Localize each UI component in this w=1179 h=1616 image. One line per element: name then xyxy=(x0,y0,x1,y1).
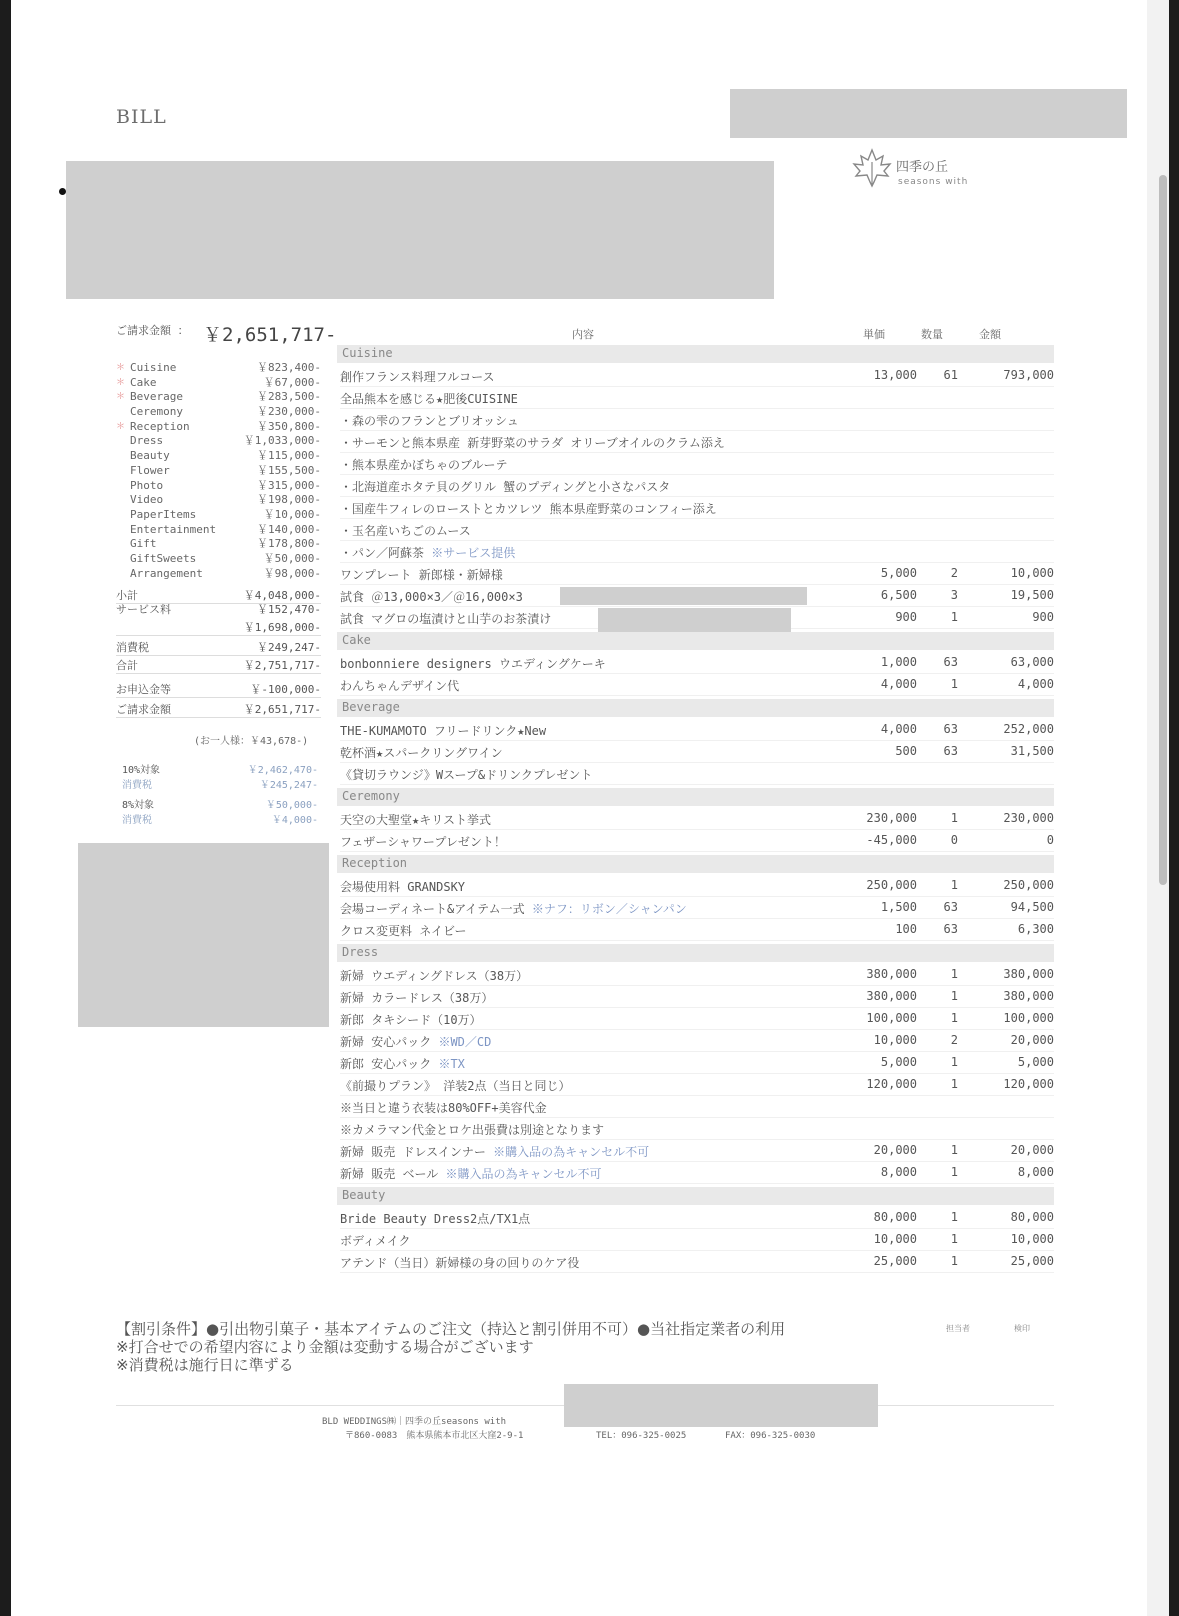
table-row xyxy=(340,987,1054,1008)
section-header xyxy=(337,944,1054,962)
extra-row: ￥1,698,000- xyxy=(116,619,321,636)
category-amount: ￥10,000- xyxy=(263,507,321,521)
item-text: 会場使用料 GRANDSKY xyxy=(340,880,466,894)
item-text: ・サーモンと熊本県産 新芽野菜のサラダ オリーブオイルのクラム添え xyxy=(340,436,725,450)
category-row xyxy=(116,361,321,376)
subtotal-row: 小計 ￥4,048,000- xyxy=(116,589,321,602)
item-unit-price: 20,000 xyxy=(873,1143,917,1157)
bullet-dot xyxy=(59,188,66,195)
table-row xyxy=(340,520,1054,541)
item-description xyxy=(340,1165,601,1182)
per-person-amount: (お一人様：￥43,678-) xyxy=(194,736,309,747)
item-description xyxy=(340,434,725,451)
category-row xyxy=(116,434,321,449)
category-name: Flower xyxy=(130,463,170,477)
category-name: Dress xyxy=(130,434,164,448)
stamp-staff-label: 担当者 xyxy=(946,1324,970,1333)
section-label: Dress xyxy=(342,945,379,959)
company-fax: FAX：096-325-0030 xyxy=(725,1431,816,1441)
window-edge-left xyxy=(0,0,11,1616)
category-mark: ＊ xyxy=(116,377,126,388)
table-row xyxy=(340,876,1054,897)
redacted-area xyxy=(564,1384,878,1427)
category-name: Beauty xyxy=(130,449,170,463)
item-amount: 5,000 xyxy=(1017,1055,1054,1069)
category-amount: ￥350,800- xyxy=(257,419,321,433)
item-unit-price: 120,000 xyxy=(866,1077,917,1091)
table-row xyxy=(340,498,1054,519)
section-label: Cuisine xyxy=(342,346,393,360)
category-row xyxy=(116,493,321,508)
item-note: ※サービス提供 xyxy=(431,546,516,560)
item-quantity: 1 xyxy=(950,1143,958,1157)
section-label: Cake xyxy=(342,633,371,647)
table-row xyxy=(340,831,1054,852)
item-text: 新郎 タキシード（10万） xyxy=(340,1013,482,1027)
category-amount: ￥198,000- xyxy=(257,493,321,507)
category-amount: ￥67,000- xyxy=(263,375,321,389)
item-text: 新婦 販売 ドレスインナー xyxy=(340,1145,494,1159)
item-description xyxy=(340,412,519,429)
item-text: ・国産牛フィレのローストとカツレツ 熊本県産野菜のコンフィー添え xyxy=(340,502,717,516)
item-text: ・パン／阿蘇茶 xyxy=(340,546,432,560)
section-label: Beauty xyxy=(342,1188,386,1202)
item-quantity: 1 xyxy=(950,1232,958,1246)
item-quantity: 2 xyxy=(950,566,958,580)
section-label: Beverage xyxy=(342,700,400,714)
item-text: 乾杯酒★スパークリングワイン xyxy=(340,746,503,760)
item-text: クロス変更料 ネイビー xyxy=(340,924,467,938)
item-quantity: 1 xyxy=(950,1077,958,1091)
item-quantity: 1 xyxy=(950,1011,958,1025)
billed-row: ご請求金額 ￥2,651,717- xyxy=(116,703,321,716)
table-row xyxy=(340,1031,1054,1052)
category-name: Gift xyxy=(130,537,157,551)
item-text: アテンド（当日）新婦様の身の回りのケア役 xyxy=(340,1256,580,1270)
item-description xyxy=(340,878,465,895)
category-row xyxy=(116,567,321,582)
item-amount: 230,000 xyxy=(1003,811,1054,825)
item-text: 新婦 ウエディングドレス（38万） xyxy=(340,969,529,983)
logo-text-jp: 四季の丘 xyxy=(896,160,949,175)
item-unit-price: 10,000 xyxy=(873,1232,917,1246)
section-header xyxy=(337,1187,1054,1205)
total-label: ご請求金額 ： xyxy=(116,324,189,337)
category-amount: ￥115,000- xyxy=(257,449,321,463)
item-unit-price: 13,000 xyxy=(873,368,917,382)
category-row xyxy=(116,508,321,523)
section-header xyxy=(337,345,1054,363)
item-note: ※購入品の為キャンセル不可 xyxy=(445,1167,602,1181)
item-unit-price: 900 xyxy=(895,610,917,624)
item-quantity: 1 xyxy=(950,989,958,1003)
item-text: ボディメイク xyxy=(340,1234,411,1248)
item-amount: 250,000 xyxy=(1003,878,1054,892)
item-text: 新婦 カラードレス（38万） xyxy=(340,991,494,1005)
category-amount: ￥155,500- xyxy=(257,463,321,477)
table-row xyxy=(340,1009,1054,1030)
item-text: 《貸切ラウンジ》Wスープ&ドリンクプレゼント xyxy=(340,768,593,782)
tax8-sub-row: 消費税 ￥4,000- xyxy=(122,815,318,826)
section-label: Ceremony xyxy=(342,789,400,803)
item-description xyxy=(340,967,528,984)
item-description xyxy=(340,1254,579,1271)
item-amount: 793,000 xyxy=(1003,368,1054,382)
tax8-row: 8%対象 ￥50,000- xyxy=(122,800,318,811)
item-quantity: 1 xyxy=(950,1055,958,1069)
table-row xyxy=(340,1141,1054,1162)
item-quantity: 63 xyxy=(943,655,958,669)
item-text: フェザーシャワープレゼント！ xyxy=(340,835,506,849)
company-address: 〒860-0083 熊本県熊本市北区大窪2-9-1 xyxy=(345,1431,524,1441)
item-note: ※TX xyxy=(438,1057,465,1071)
table-row xyxy=(340,388,1054,409)
category-name: PaperItems xyxy=(130,507,197,521)
item-description xyxy=(340,989,493,1006)
item-quantity: 63 xyxy=(943,744,958,758)
section-label: Reception xyxy=(342,856,408,870)
item-text: 全品熊本を感じる★肥後CUISINE xyxy=(340,392,518,406)
category-name: GiftSweets xyxy=(130,551,197,565)
item-description xyxy=(340,766,592,783)
redacted-area xyxy=(598,608,791,632)
category-row xyxy=(116,552,321,567)
item-amount: 10,000 xyxy=(1010,566,1054,580)
table-row xyxy=(340,1208,1054,1229)
item-amount: 380,000 xyxy=(1003,989,1054,1003)
item-amount: 380,000 xyxy=(1003,967,1054,981)
table-row xyxy=(340,898,1054,919)
discount-conditions: 【割引条件】●引出物引菓子・基本アイテムのご注文（持込と割引併用不可）●当社指定業者の利用 xyxy=(116,1320,786,1338)
service-row: サービス料 ￥152,470- xyxy=(116,603,321,616)
item-amount: 63,000 xyxy=(1010,655,1054,669)
company-name: BLD WEDDINGS㈱｜四季の丘seasons with xyxy=(322,1417,507,1427)
item-description xyxy=(340,610,551,627)
category-name: Reception xyxy=(130,419,190,433)
section-header xyxy=(337,855,1054,873)
item-text: bonbonniere designers ウエディングケーキ xyxy=(340,657,606,671)
category-row xyxy=(116,537,321,552)
item-description xyxy=(340,566,503,583)
item-text: わんちゃんデザイン代 xyxy=(340,679,460,693)
table-row xyxy=(340,1097,1054,1118)
item-quantity: 1 xyxy=(950,677,958,691)
category-row xyxy=(116,390,321,405)
item-unit-price: 4,000 xyxy=(880,677,917,691)
table-row xyxy=(340,454,1054,475)
item-description xyxy=(340,744,503,761)
table-row xyxy=(340,720,1054,741)
category-amount: ￥230,000- xyxy=(257,405,321,419)
item-text: ・玉名産いちごのムース xyxy=(340,524,471,538)
item-description xyxy=(340,544,515,561)
category-name: Cuisine xyxy=(130,361,177,374)
item-unit-price: 8,000 xyxy=(880,1165,917,1179)
item-amount: 100,000 xyxy=(1003,1011,1054,1025)
item-text: 会場コーディネート&アイテム一式 xyxy=(340,902,532,916)
item-unit-price: 10,000 xyxy=(873,1033,917,1047)
item-description xyxy=(340,677,459,694)
table-row xyxy=(340,1075,1054,1096)
category-amount: ￥283,500- xyxy=(257,390,321,404)
tax10-row: 10%対象 ￥2,462,470- xyxy=(122,765,318,776)
table-row xyxy=(340,476,1054,497)
item-unit-price: 380,000 xyxy=(866,967,917,981)
item-description xyxy=(340,922,467,939)
item-amount: 31,500 xyxy=(1010,744,1054,758)
item-text: ・森の雫のフランとブリオッシュ xyxy=(340,414,519,428)
item-description xyxy=(340,390,518,407)
item-amount: 6,300 xyxy=(1017,922,1054,936)
item-unit-price: 4,000 xyxy=(880,722,917,736)
item-description xyxy=(340,522,471,539)
item-text: 新婦 安心パック xyxy=(340,1035,439,1049)
item-description xyxy=(340,588,523,605)
header-amount: 金額 xyxy=(979,328,1001,341)
item-description xyxy=(340,1232,411,1249)
item-text: Bride Beauty Dress2点/TX1点 xyxy=(340,1212,531,1226)
item-amount: 8,000 xyxy=(1017,1165,1054,1179)
category-name: Photo xyxy=(130,478,164,492)
category-name: Beverage xyxy=(130,390,183,404)
tax-row: 消費税 ￥249,247- xyxy=(116,641,321,654)
table-row xyxy=(340,542,1054,563)
item-unit-price: 80,000 xyxy=(873,1210,917,1224)
item-description xyxy=(340,1033,491,1050)
item-quantity: 2 xyxy=(950,1033,958,1047)
header-description: 内容 xyxy=(572,328,594,341)
item-description xyxy=(340,1143,649,1160)
category-row xyxy=(116,523,321,538)
category-amount: ￥140,000- xyxy=(257,522,321,536)
item-unit-price: 100 xyxy=(895,922,917,936)
table-row xyxy=(340,1252,1054,1273)
table-row xyxy=(340,675,1054,696)
category-amount: ￥1,033,000- xyxy=(243,434,321,448)
item-description xyxy=(340,833,506,850)
item-unit-price: 1,000 xyxy=(880,655,917,669)
category-amount: ￥823,400- xyxy=(257,361,321,374)
item-description xyxy=(340,456,508,473)
item-description xyxy=(340,722,546,739)
company-tel: TEL：096-325-0025 xyxy=(596,1431,687,1441)
item-description xyxy=(340,1011,482,1028)
category-mark: ＊ xyxy=(116,421,126,432)
category-mark: ＊ xyxy=(116,363,126,373)
category-row xyxy=(116,420,321,435)
item-text: ワンプレート 新郎様・新婦様 xyxy=(340,568,503,582)
item-text: 新郎 安心パック xyxy=(340,1057,439,1071)
item-text: 創作フランス料理フルコース xyxy=(340,370,495,384)
table-row xyxy=(340,1053,1054,1074)
document-title: BILL xyxy=(116,106,167,128)
category-row xyxy=(116,464,321,479)
redacted-area xyxy=(560,587,807,605)
item-description xyxy=(340,811,491,828)
header-quantity: 数量 xyxy=(921,328,943,341)
item-quantity: 1 xyxy=(950,1165,958,1179)
header-unit-price: 単価 xyxy=(863,328,885,341)
item-unit-price: 1,500 xyxy=(880,900,917,914)
item-description xyxy=(340,1121,604,1138)
item-unit-price: 25,000 xyxy=(873,1254,917,1268)
item-amount: 80,000 xyxy=(1010,1210,1054,1224)
item-note: ※WD／CD xyxy=(438,1035,492,1049)
item-description xyxy=(340,1099,547,1116)
item-description xyxy=(340,478,670,495)
item-quantity: 1 xyxy=(950,610,958,624)
tax10-sub-row: 消費税 ￥245,247- xyxy=(122,780,318,791)
table-row xyxy=(340,653,1054,674)
category-name: Video xyxy=(130,493,164,507)
item-text: 天空の大聖堂★キリスト挙式 xyxy=(340,813,491,827)
redacted-area xyxy=(66,161,774,299)
item-text: ・熊本県産かぼちゃのブルーテ xyxy=(340,458,508,472)
table-row xyxy=(340,764,1054,785)
item-unit-price: 500 xyxy=(895,744,917,758)
item-quantity: 1 xyxy=(950,878,958,892)
item-quantity: 61 xyxy=(943,368,958,382)
item-text: 《前撮りプラン》 洋装2点（当日と同じ） xyxy=(340,1079,571,1093)
table-row xyxy=(340,1119,1054,1140)
category-row xyxy=(116,405,321,420)
redacted-area xyxy=(730,89,1127,138)
item-unit-price: 100,000 xyxy=(866,1011,917,1025)
item-quantity: 63 xyxy=(943,722,958,736)
item-description xyxy=(340,655,606,672)
item-description xyxy=(340,500,717,517)
table-row xyxy=(340,564,1054,585)
company-logo xyxy=(850,148,1000,193)
table-row xyxy=(340,742,1054,763)
category-amount: ￥98,000- xyxy=(263,566,321,580)
section-header xyxy=(337,632,1054,650)
item-quantity: 1 xyxy=(950,1210,958,1224)
item-amount: 10,000 xyxy=(1010,1232,1054,1246)
table-row xyxy=(340,965,1054,986)
item-quantity: 63 xyxy=(943,922,958,936)
item-quantity: 3 xyxy=(950,588,958,602)
item-quantity: 63 xyxy=(943,900,958,914)
item-amount: 94,500 xyxy=(1010,900,1054,914)
item-quantity: 1 xyxy=(950,811,958,825)
table-row xyxy=(340,1230,1054,1251)
deposit-row: お申込金等 ￥-100,000- xyxy=(116,683,321,696)
item-amount: 120,000 xyxy=(1003,1077,1054,1091)
item-description xyxy=(340,368,495,385)
item-amount: 4,000 xyxy=(1017,677,1054,691)
item-text: 新婦 販売 ベール xyxy=(340,1167,446,1181)
total-amount: ￥2,651,717- xyxy=(203,324,337,346)
item-text: 試食 マグロの塩漬けと山芋のお茶漬け xyxy=(340,612,552,626)
item-amount: 20,000 xyxy=(1010,1143,1054,1157)
grand-total-row: 合計 ￥2,751,717- xyxy=(116,659,321,672)
item-note: ※ナフ：リボン／シャンパン xyxy=(531,902,687,916)
redacted-area xyxy=(78,843,329,1027)
item-text: ・北海道産ホタテ貝のグリル 蟹のプディングと小さなパスタ xyxy=(340,480,671,494)
category-row xyxy=(116,376,321,391)
item-quantity: 0 xyxy=(950,833,958,847)
category-name: Entertainment xyxy=(130,522,217,536)
category-amount: ￥315,000- xyxy=(257,478,321,492)
category-amount: ￥178,800- xyxy=(257,537,321,551)
item-unit-price: 5,000 xyxy=(880,566,917,580)
item-unit-price: 250,000 xyxy=(866,878,917,892)
scrollbar-thumb[interactable] xyxy=(1159,175,1167,885)
stamp-approval-label: 検印 xyxy=(1014,1324,1030,1333)
item-unit-price: 380,000 xyxy=(866,989,917,1003)
item-amount: 900 xyxy=(1032,610,1054,624)
category-row xyxy=(116,449,321,464)
item-amount: 25,000 xyxy=(1010,1254,1054,1268)
item-unit-price: 6,500 xyxy=(880,588,917,602)
item-note: ※購入品の為キャンセル不可 xyxy=(493,1145,650,1159)
category-name: Arrangement xyxy=(130,566,203,580)
item-text: 試食 ＠13,000×3／＠16,000×3 xyxy=(340,590,523,604)
category-summary-list xyxy=(116,361,321,581)
item-text: ※カメラマン代金とロケ出張費は別途となります xyxy=(340,1123,605,1137)
logo-text-en: seasons with xyxy=(898,177,969,187)
item-unit-price: 230,000 xyxy=(866,811,917,825)
item-quantity: 1 xyxy=(950,1254,958,1268)
table-row xyxy=(340,432,1054,453)
item-description xyxy=(340,1077,570,1094)
item-description xyxy=(340,1210,530,1227)
item-quantity: 1 xyxy=(950,967,958,981)
table-row xyxy=(340,410,1054,431)
section-header xyxy=(337,788,1054,806)
category-mark: ＊ xyxy=(116,392,126,403)
item-amount: 20,000 xyxy=(1010,1033,1054,1047)
table-row xyxy=(340,809,1054,830)
category-row xyxy=(116,479,321,494)
category-name: Ceremony xyxy=(130,405,183,419)
tax-note: ※消費税は施行日に準ずる xyxy=(116,1356,294,1374)
section-header xyxy=(337,699,1054,717)
item-text: ※当日と違う衣装は80%OFF+美容代金 xyxy=(340,1101,547,1115)
item-description xyxy=(340,900,687,917)
table-row xyxy=(340,366,1054,387)
item-text: THE-KUMAMOTO フリードリンク★New xyxy=(340,724,547,738)
table-row xyxy=(340,920,1054,941)
window-edge-right xyxy=(1169,0,1179,1616)
price-note: ※打合せでの希望内容により金額は変動する場合がございます xyxy=(116,1338,534,1356)
item-amount: 252,000 xyxy=(1003,722,1054,736)
category-name: Cake xyxy=(130,375,157,389)
item-description xyxy=(340,1055,465,1072)
item-unit-price: -45,000 xyxy=(866,833,917,847)
maple-leaf-icon xyxy=(850,148,894,188)
table-row xyxy=(340,1163,1054,1184)
item-amount: 0 xyxy=(1046,833,1054,847)
item-unit-price: 5,000 xyxy=(880,1055,917,1069)
category-amount: ￥50,000- xyxy=(263,551,321,565)
item-amount: 19,500 xyxy=(1010,588,1054,602)
